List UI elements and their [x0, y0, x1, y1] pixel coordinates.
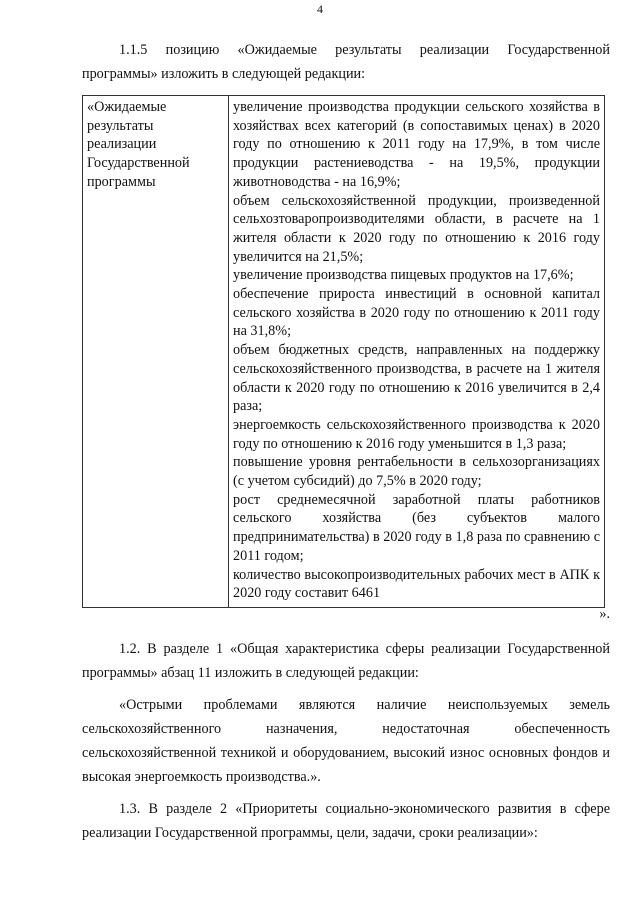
table-closing-quote: ». — [599, 606, 610, 622]
paragraph-section-1-2: 1.2. В разделе 1 «Общая характеристика сферы реализации Государственной программы» абзац 11 изложить в следующей редакции: — [82, 641, 610, 681]
page-number: 4 — [317, 2, 323, 16]
table-row — [83, 96, 605, 608]
paragraph-section-1-2-quote: «Острыми проблемами являются наличие неиспользуемых земель сельскохозяйственного назначения, недостаточная обеспеченность сельскохозяйственной техникой и оборудованием, высокий износ основных фондов и высокая энергоемкость производства.». — [82, 697, 610, 785]
paragraph-section-1-3: 1.3. В разделе 2 «Приоритеты социально-экономического развития в сфере реализации Государственной программы, цели, задачи, сроки реализации»: — [82, 801, 610, 841]
table-content-cell — [229, 96, 605, 608]
expected-results-table — [82, 95, 605, 608]
list-item: повышение уровня рентабельности в сельхозорганизациях (с учетом субсидий) до 7,5% в 2020 году; — [233, 454, 600, 490]
list-item: увеличение производства пищевых продуктов на 17,6%; — [233, 267, 574, 284]
list-item: количество высокопроизводительных рабочих мест в АПК к 2020 году составит 6461 — [233, 566, 600, 602]
list-item: обеспечение прироста инвестиций в основной капитал сельского хозяйства в 2020 году по отношению к 2011 году на 31,8%; — [233, 286, 600, 340]
list-item: рост среднемесячной заработной платы работников сельского хозяйства (без субъектов малого предпринимательства) в 2020 году в 1,8 раза по сравнению с 2011 годом; — [233, 491, 600, 564]
table-label-cell: «Ожидаемые результаты реализации Государственной программы — [83, 96, 229, 608]
list-item: увеличение производства продукции сельского хозяйства в хозяйствах всех категорий (в сопоставимых ценах) в 2020 году по отношению к 2011 году на 17,9%, в том числе продукции растениеводства - на 19,5%, продукции животноводства - на 16,9%; — [233, 99, 600, 190]
list-item: объем бюджетных средств, направленных на поддержку сельскохозяйственного производства, в расчете на 1 жителя области к 2020 году по отношению к 2016 увеличится в 2,4 раза; — [233, 342, 600, 415]
paragraph-intro: 1.1.5 позицию «Ожидаемые результаты реализации Государственной программы» изложить в следующей редакции: — [82, 42, 610, 82]
list-item: объем сельскохозяйственной продукции, произведенной сельхозтоваропроизводителями области, в расчете на 1 жителя области к 2020 году по отношению к 2016 году увеличится на 21,5%; — [233, 192, 600, 265]
list-item: энергоемкость сельскохозяйственного производства к 2020 году по отношению к 2016 году уменьшится в 1,3 раза; — [233, 416, 600, 452]
